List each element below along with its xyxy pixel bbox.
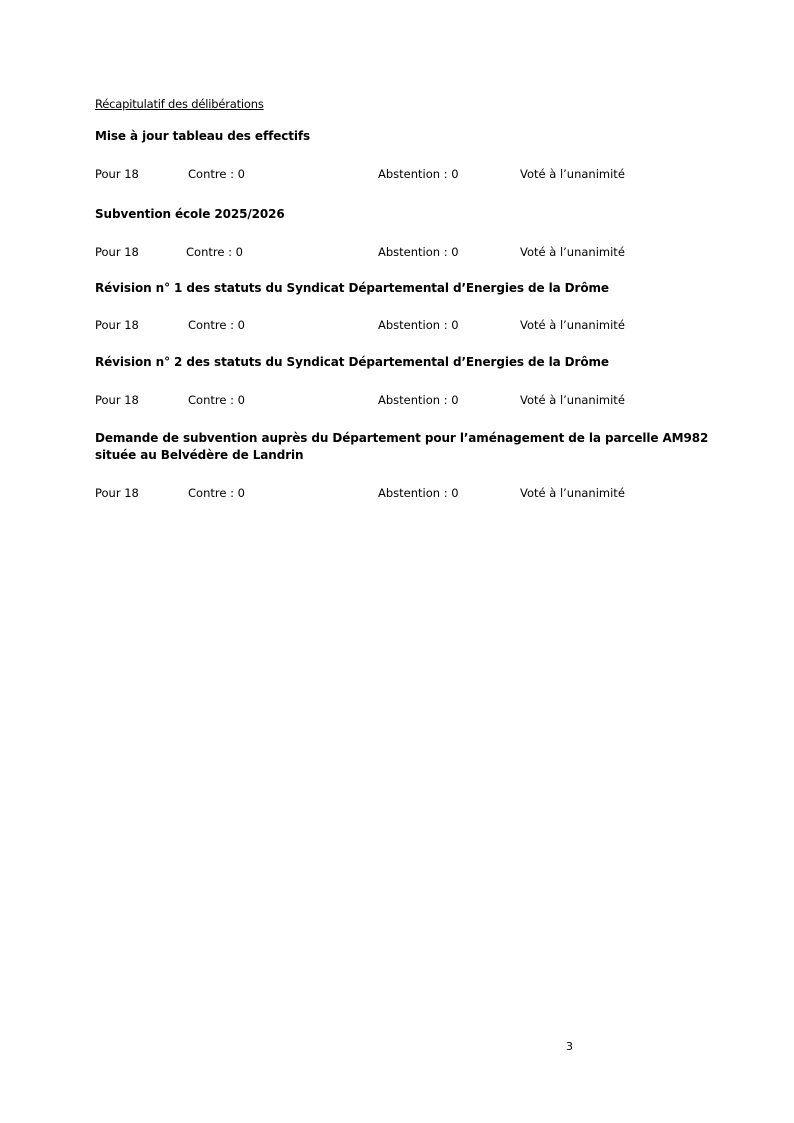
vote-row — [0, 318, 794, 334]
deliberation-title: Révision n° 2 des statuts du Syndicat Départemental d’Energies de la Drôme — [95, 355, 609, 369]
vote-abstention: Abstention : 0 — [378, 486, 459, 500]
deliberation-title — [95, 430, 735, 464]
vote-row — [0, 486, 794, 502]
vote-result: Voté à l’unanimité — [520, 486, 625, 500]
section-heading: Récapitulatif des délibérations — [95, 97, 264, 111]
vote-contre: Contre : 0 — [188, 486, 245, 500]
vote-result: Voté à l’unanimité — [520, 245, 625, 259]
vote-abstention: Abstention : 0 — [378, 245, 459, 259]
vote-pour: Pour 18 — [95, 167, 139, 181]
vote-contre: Contre : 0 — [188, 167, 245, 181]
vote-row — [0, 245, 794, 261]
deliberation-title-line: située au Belvédère de Landrin — [95, 448, 304, 462]
vote-pour: Pour 18 — [95, 318, 139, 332]
vote-contre: Contre : 0 — [186, 245, 243, 259]
vote-pour: Pour 18 — [95, 245, 139, 259]
vote-contre: Contre : 0 — [188, 393, 245, 407]
deliberation-title-line: Demande de subvention auprès du Département pour l’aménagement de la parcelle AM982 — [95, 431, 709, 445]
page-number: 3 — [566, 1040, 573, 1053]
vote-row — [0, 393, 794, 409]
vote-row — [0, 167, 794, 183]
vote-abstention: Abstention : 0 — [378, 167, 459, 181]
vote-abstention: Abstention : 0 — [378, 393, 459, 407]
deliberation-title: Subvention école 2025/2026 — [95, 207, 285, 221]
vote-pour: Pour 18 — [95, 486, 139, 500]
deliberation-title: Révision n° 1 des statuts du Syndicat Départemental d’Energies de la Drôme — [95, 281, 609, 295]
vote-result: Voté à l’unanimité — [520, 318, 625, 332]
vote-result: Voté à l’unanimité — [520, 167, 625, 181]
deliberation-title: Mise à jour tableau des effectifs — [95, 129, 311, 143]
vote-abstention: Abstention : 0 — [378, 318, 459, 332]
vote-contre: Contre : 0 — [188, 318, 245, 332]
vote-result: Voté à l’unanimité — [520, 393, 625, 407]
vote-pour: Pour 18 — [95, 393, 139, 407]
